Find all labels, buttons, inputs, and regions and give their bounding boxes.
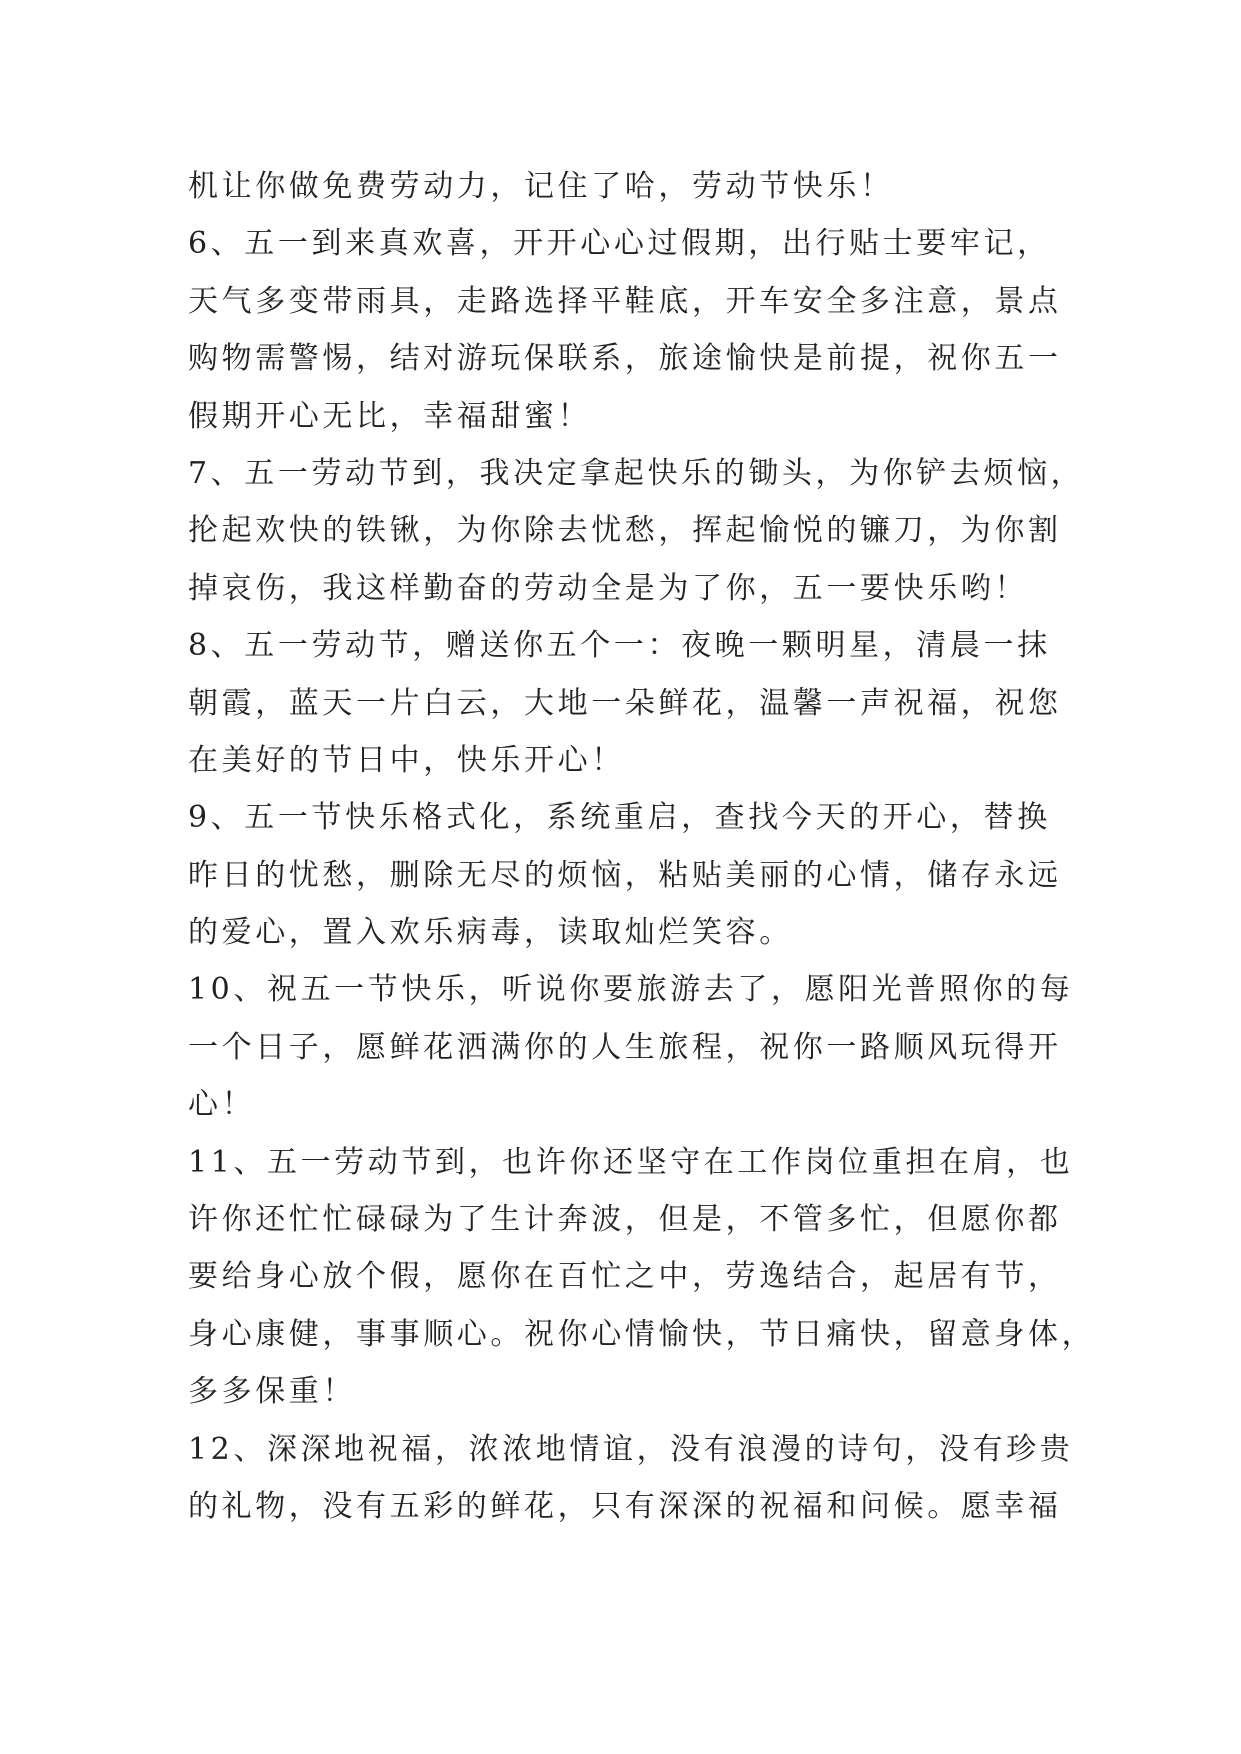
text-line: 9、五一节快乐格式化，系统重启，查找今天的开心，替换 bbox=[188, 800, 1051, 836]
text-line: 身心康健，事事顺心。祝你心情愉快，节日痛快，留意身体， bbox=[188, 1316, 1096, 1352]
text-line: 机让你做免费劳动力，记住了哈，劳动节快乐！ bbox=[188, 169, 894, 204]
text-line: 许你还忙忙碌碌为了生计奔波，但是，不管多忙，但愿你都 bbox=[188, 1202, 1062, 1238]
text-line: 掉哀伤，我这样勤奋的劳动全是为了你，五一要快乐哟！ bbox=[188, 570, 1028, 606]
text-line: 昨日的忧愁，删除无尽的烦恼，粘贴美丽的心情，储存永远 bbox=[188, 857, 1062, 893]
text-line: 要给身心放个假，愿你在百忙之中，劳逸结合，起居有节， bbox=[188, 1259, 1062, 1295]
document-body bbox=[188, 158, 1096, 1535]
text-line: 假期开心无比，幸福甜蜜！ bbox=[188, 398, 592, 434]
text-line: 8、五一劳动节，赠送你五个一：夜晚一颗明星，清晨一抹 bbox=[188, 628, 1051, 664]
text-line: 抡起欢快的铁锹，为你除去忧愁，挥起愉悦的镰刀，为你割 bbox=[188, 513, 1062, 549]
text-line: 购物需警惕，结对游玩保联系，旅途愉快是前提，祝你五一 bbox=[188, 341, 1062, 377]
text-line: 的礼物，没有五彩的鲜花，只有深深的祝福和问候。愿幸福 bbox=[188, 1488, 1062, 1524]
text-line: 6、五一到来真欢喜，开开心心过假期，出行贴士要牢记， bbox=[188, 226, 1051, 262]
text-line: 在美好的节日中，快乐开心！ bbox=[188, 742, 625, 778]
text-line: 12、深深地祝福，浓浓地情谊，没有浪漫的诗句，没有珍贵 bbox=[188, 1431, 1074, 1467]
text-line: 11、五一劳动节到，也许你还坚守在工作岗位重担在肩，也 bbox=[188, 1144, 1074, 1180]
text-line: 天气多变带雨具，走路选择平鞋底，开车安全多注意，景点 bbox=[188, 283, 1062, 319]
text-line: 朝霞，蓝天一片白云，大地一朵鲜花，温馨一声祝福，祝您 bbox=[188, 685, 1062, 721]
text-line: 10、祝五一节快乐，听说你要旅游去了，愿阳光普照你的每 bbox=[188, 972, 1074, 1008]
text-line: 的爱心，置入欢乐病毒，读取灿烂笑容。 bbox=[188, 915, 793, 951]
text-line: 多多保重！ bbox=[188, 1374, 356, 1410]
text-line: 心！ bbox=[188, 1087, 256, 1123]
text-line: 一个日子，愿鲜花洒满你的人生旅程，祝你一路顺风玩得开 bbox=[188, 1029, 1062, 1065]
text-line: 7、五一劳动节到，我决定拿起快乐的锄头，为你铲去烦恼， bbox=[188, 455, 1085, 491]
